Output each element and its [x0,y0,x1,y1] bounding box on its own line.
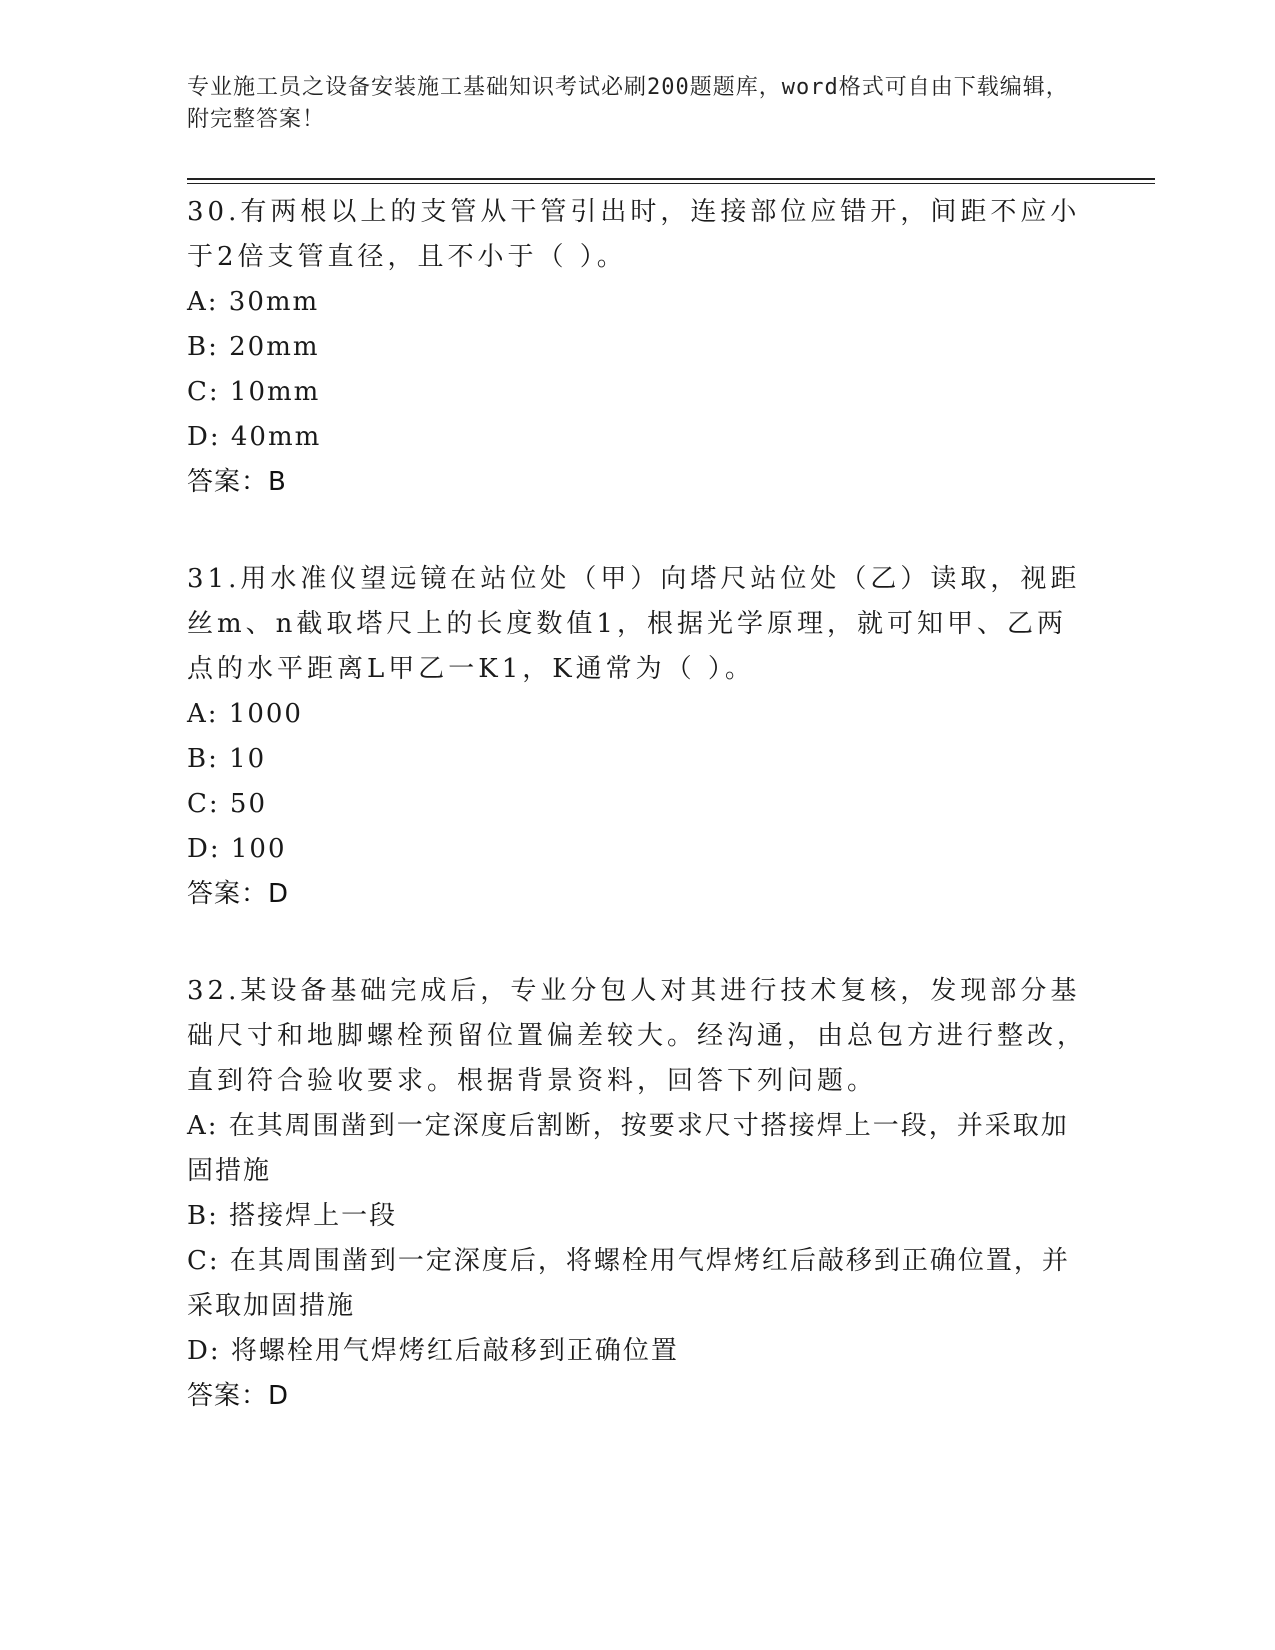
option-d: D: 将螺栓用气焊烤红后敲移到正确位置 [187,1336,679,1366]
option-a: A: 在其周围凿到一定深度后割断，按要求尺寸搭接焊上一段，并采取加固措施 [187,1111,1069,1186]
question-text: 31.用水准仪望远镜在站位处（甲）向塔尺站位处（乙）读取，视距丝m、n截取塔尺上的长度数值1，根据光学原理，就可知甲、乙两点的水平距离L甲乙一K1，K通常为（ ）。 [187,564,1081,684]
answer-line: 答案：D [187,879,290,909]
option-c: C: 50 [187,789,268,819]
option-b: B: 搭接焊上一段 [187,1201,398,1231]
question-30 [187,190,1087,505]
question-text: 30.有两根以上的支管从干管引出时，连接部位应错开，间距不应小于2倍支管直径，且不小于（ ）。 [187,197,1081,272]
question-32 [187,969,1087,1419]
answer-line: 答案：D [187,1381,290,1411]
option-d: D: 40mm [187,422,322,452]
option-c: C: 在其周围凿到一定深度后，将螺栓用气焊烤红后敲移到正确位置，并采取加固措施 [187,1246,1070,1321]
option-c: C: 10mm [187,377,321,407]
option-d: D: 100 [187,834,287,864]
question-text: 32.某设备基础完成后，专业分包人对其进行技术复核，发现部分基础尺寸和地脚螺栓预留位置偏差较大。经沟通，由总包方进行整改，直到符合验收要求。根据背景资料，回答下列问题。 [187,976,1088,1096]
header-rule-thin [187,183,1155,184]
option-a: A: 30mm [187,287,320,317]
header-rule-thick [187,178,1155,180]
option-b: B: 10 [187,744,267,774]
option-b: B: 20mm [187,332,320,362]
document-header: 专业施工员之设备安装施工基础知识考试必刷200题题库，word格式可自由下载编辑，附完整答案！ [187,75,1069,132]
answer-line: 答案：B [187,467,287,497]
option-a: A: 1000 [187,699,303,729]
question-31 [187,557,1087,917]
question-list [187,190,1087,1471]
